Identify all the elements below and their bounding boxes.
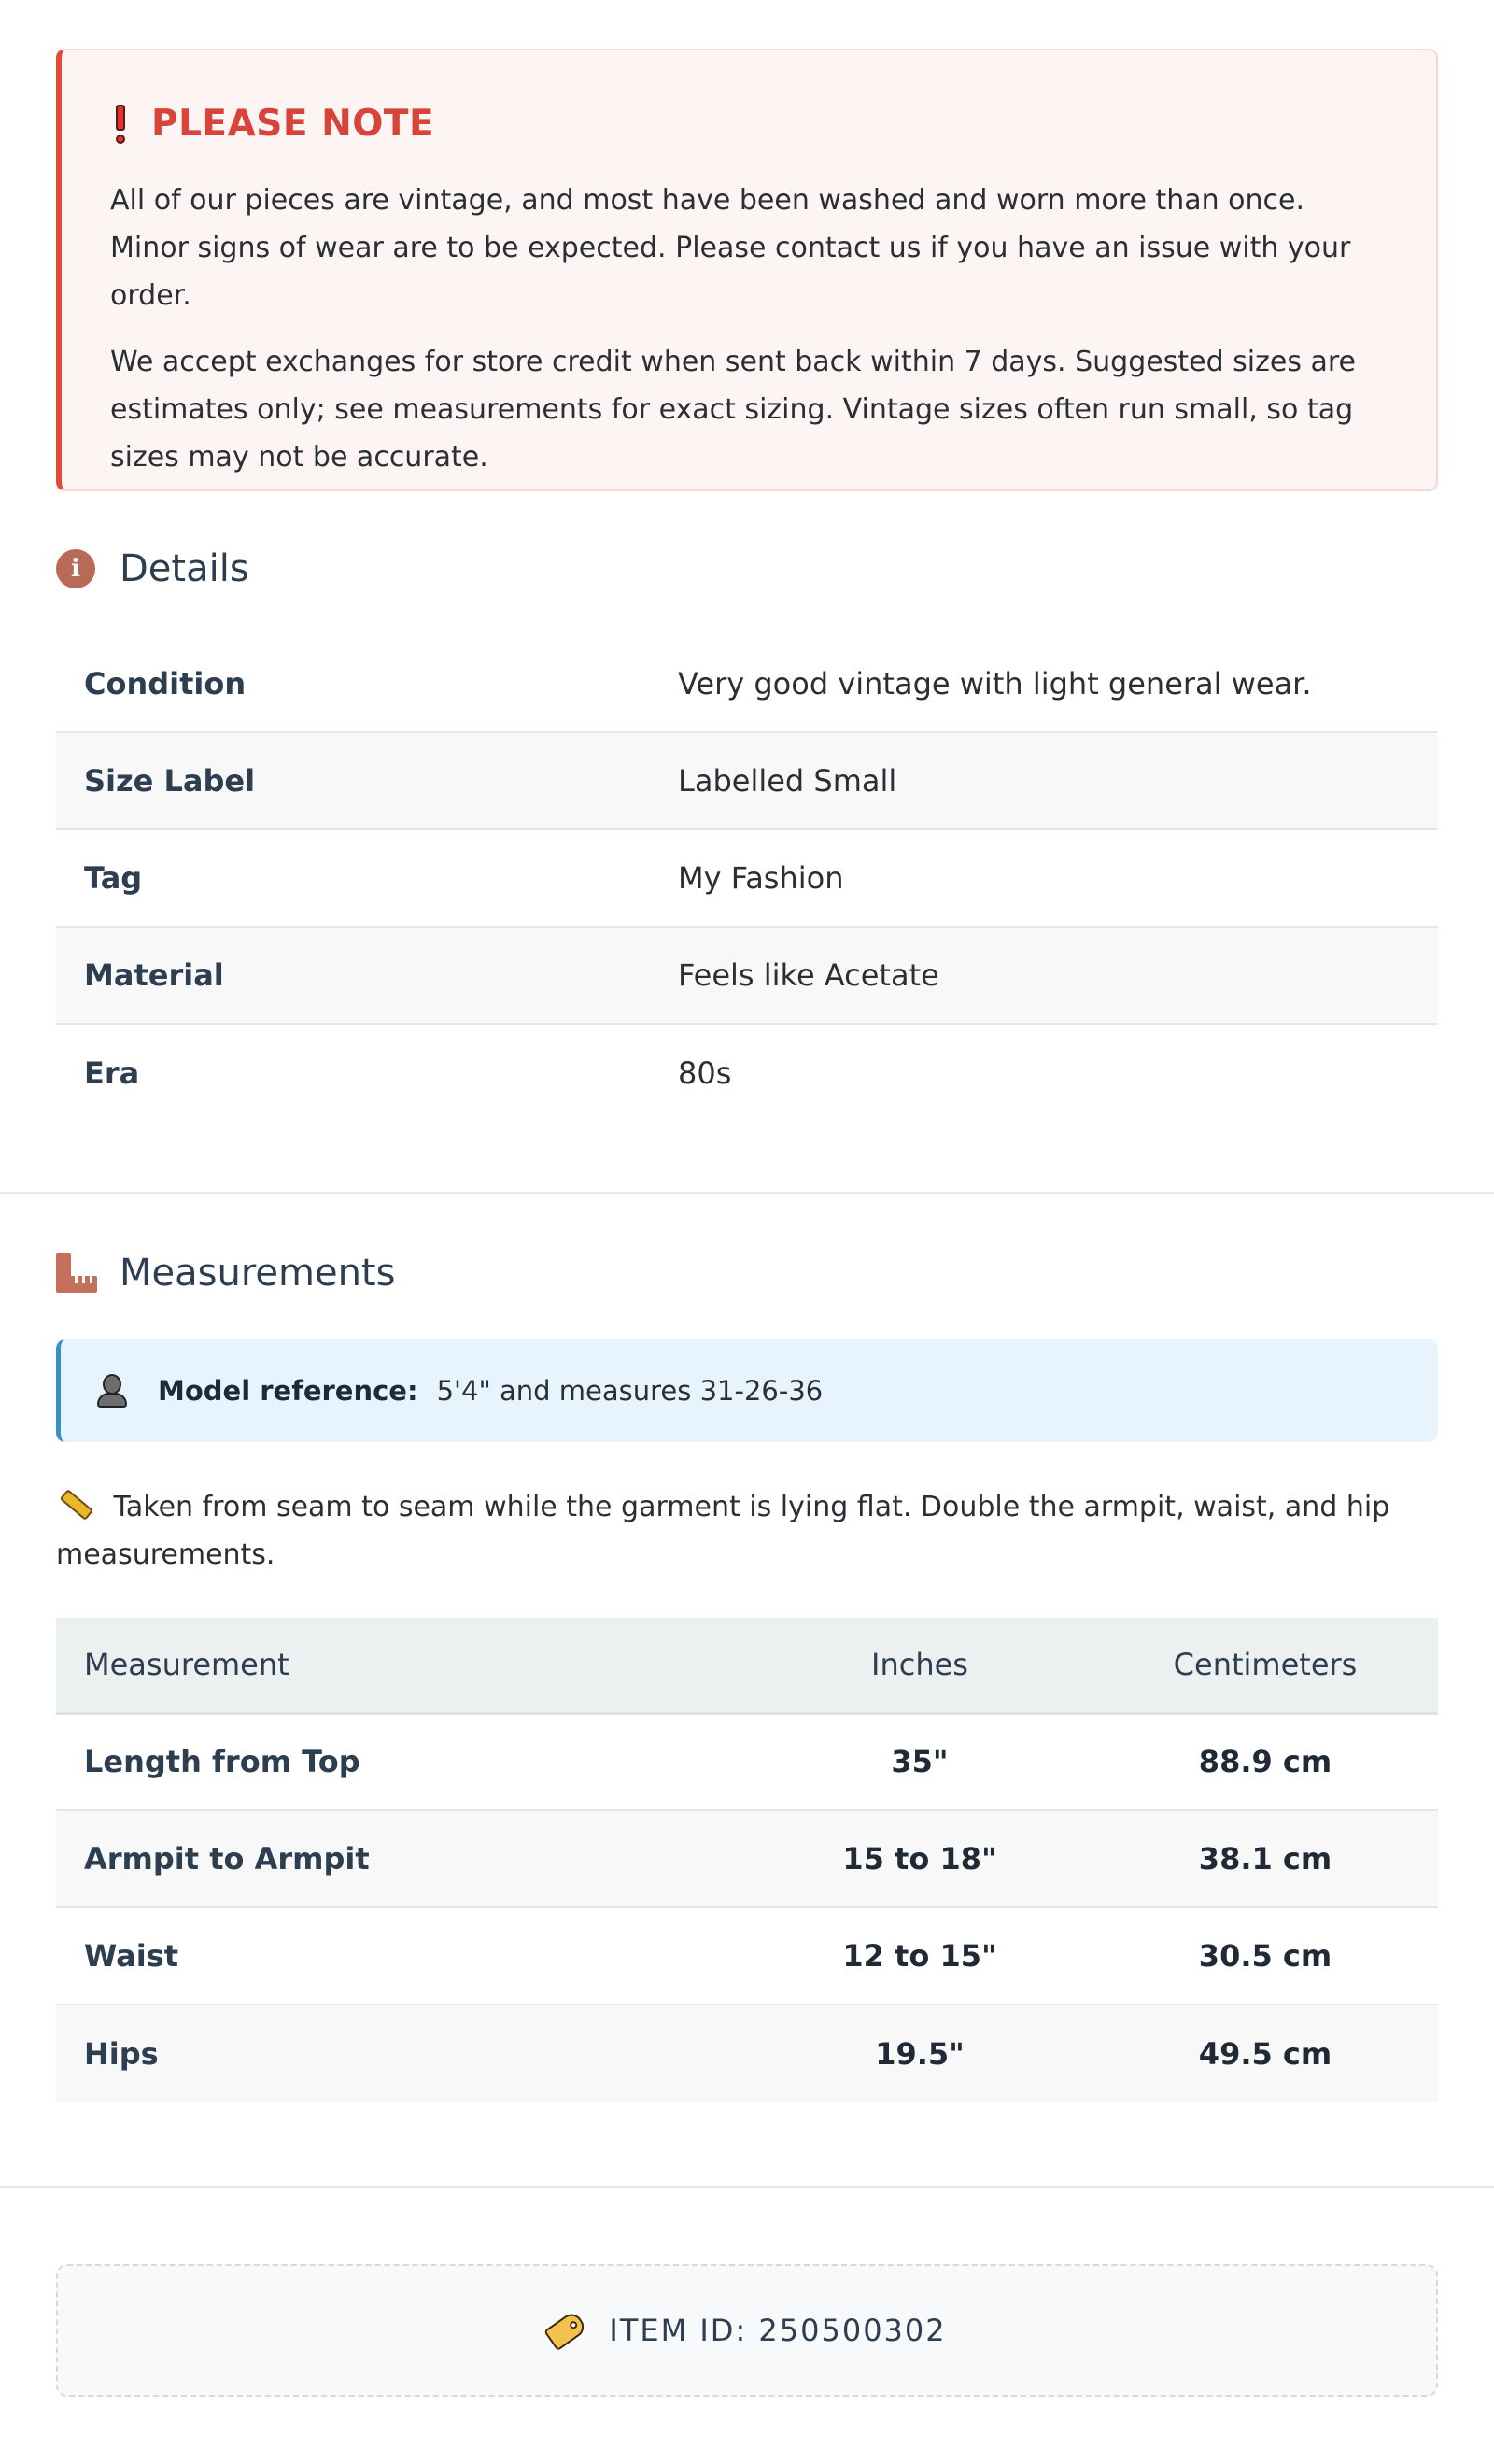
model-reference-box: [56, 1339, 1438, 1442]
column-header: Centimeters: [1173, 1647, 1358, 1683]
measurement-cm: 38.1 cm: [1198, 1841, 1332, 1876]
measurement-name: Length from Top: [84, 1744, 360, 1780]
details-title: Details: [120, 547, 249, 590]
details-header: [56, 547, 1438, 590]
table-row: [56, 2004, 1438, 2102]
measurement-inches: 35": [891, 1744, 949, 1780]
detail-label: Era: [84, 1055, 140, 1091]
table-header-row: [56, 1618, 1438, 1713]
item-id-box: [56, 2264, 1438, 2397]
please-note-box: [56, 49, 1438, 491]
measurement-note-text: Taken from seam to seam while the garment is lying flat. Double the armpit, waist, and hip measurements.: [56, 1491, 1390, 1571]
table-row: [56, 1810, 1438, 1907]
measurements-title: Measurements: [120, 1252, 396, 1295]
column-header: Measurement: [84, 1647, 289, 1683]
measurement-name: Armpit to Armpit: [84, 1841, 370, 1876]
detail-value: Labelled Small: [678, 763, 897, 799]
info-icon: i: [56, 549, 95, 588]
column-header: Inches: [871, 1647, 968, 1683]
measurement-name: Hips: [84, 2035, 159, 2072]
exclamation-icon: [114, 105, 127, 144]
notice-paragraph: We accept exchanges for store credit when sent back within 7 days. Suggested sizes are estimates only; see measurements for exact sizing. Vintage sizes often run small, so tag sizes may not be accurate.: [110, 346, 1357, 474]
detail-value: My Fashion: [678, 860, 844, 896]
measurement-inches: 15 to 18": [842, 1841, 997, 1876]
detail-value: 80s: [678, 1055, 732, 1091]
table-row: [56, 927, 1438, 1024]
table-row: [56, 1907, 1438, 2004]
measurement-inches: 19.5": [875, 2035, 965, 2072]
measurement-name: Waist: [84, 1938, 179, 1974]
table-row: [56, 1713, 1438, 1810]
model-reference-label: Model reference:: [158, 1375, 418, 1407]
measurement-note: [56, 1483, 1438, 1579]
detail-label: Material: [84, 957, 224, 993]
table-row: [56, 1024, 1438, 1121]
notice-header: [110, 103, 1388, 145]
person-icon: [96, 1374, 128, 1408]
pencil-icon: [60, 1489, 94, 1521]
section-divider: [0, 1192, 1494, 1194]
table-row: [56, 829, 1438, 927]
measurement-cm: 49.5 cm: [1198, 2035, 1332, 2072]
detail-label: Size Label: [84, 763, 256, 799]
table-row: [56, 635, 1438, 732]
section-divider: [0, 2186, 1494, 2188]
detail-label: Condition: [84, 665, 247, 701]
ruler-icon: [56, 1253, 97, 1293]
item-id: ITEM ID: 250500302: [609, 2313, 947, 2348]
measurement-cm: 88.9 cm: [1198, 1744, 1332, 1780]
table-row: [56, 732, 1438, 829]
detail-value: Feels like Acetate: [678, 957, 939, 993]
detail-label: Tag: [84, 860, 143, 896]
measurement-inches: 12 to 15": [842, 1938, 997, 1974]
measurements-header: [56, 1252, 1438, 1295]
notice-paragraph: All of our pieces are vintage, and most have been washed and worn more than once. Minor signs of wear are to be expected. Please contact us if you have an issue with your order.: [110, 184, 1351, 312]
details-table: [56, 635, 1438, 1121]
measurement-cm: 30.5 cm: [1198, 1938, 1332, 1974]
tag-icon: [543, 2308, 589, 2353]
model-reference-value: 5'4" and measures 31-26-36: [436, 1375, 824, 1407]
detail-value: Very good vintage with light general wear.: [678, 665, 1312, 701]
notice-title: PLEASE NOTE: [151, 103, 435, 145]
measurements-table: [56, 1618, 1438, 2102]
